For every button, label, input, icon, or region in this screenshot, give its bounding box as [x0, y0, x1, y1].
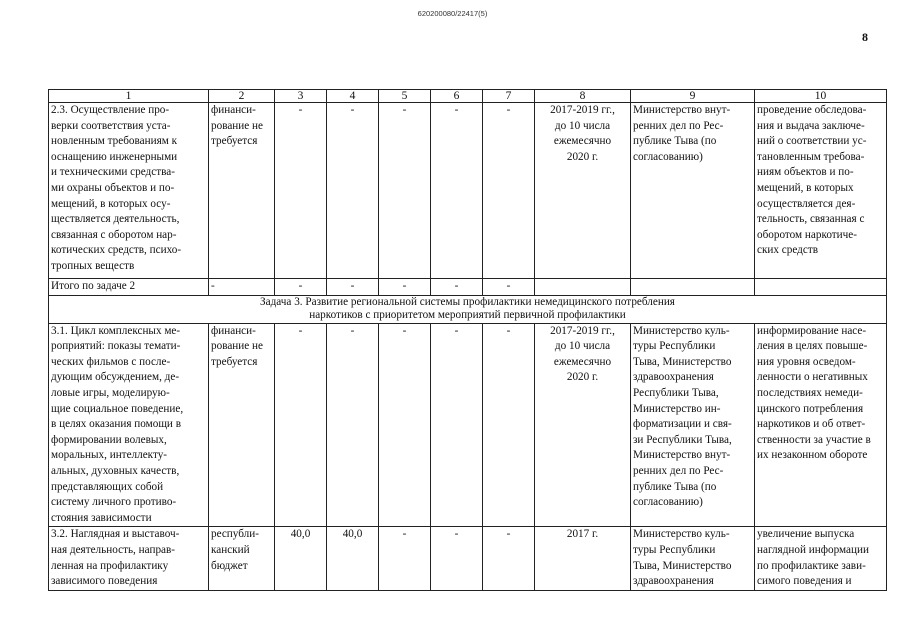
- column-header: 2: [209, 90, 275, 103]
- table-row-total: [49, 279, 887, 296]
- expected-results: увеличение выпуска наглядной информации по профилактике зави- симого поведения и: [755, 527, 887, 590]
- amount-cell: -: [483, 527, 535, 590]
- expected-results: информирование насе- ления в целях повыше- ния уровня осведом- ленности о негативных последствиях немеди- цинского потребления наркотиков и об ответ- ственности за участие в их незаконном обороте: [755, 323, 887, 527]
- amount-cell: -: [379, 279, 431, 296]
- amount-cell: -: [379, 103, 431, 279]
- deadline-cell: 2017-2019 гг., до 10 числа ежемесячно 2020 г.: [535, 323, 631, 527]
- amount-cell: -: [209, 279, 275, 296]
- column-header: 6: [431, 90, 483, 103]
- amount-cell: -: [431, 527, 483, 590]
- column-header: 4: [327, 90, 379, 103]
- responsible-executors: Министерство куль- туры Республики Тыва, Министерство здравоохранения Республики Тыва, Министерство ин- форматизации и свя- зи Республики Тыва, Министерство внут- ренних дел по Рес- публике Тыва (по согласованию): [631, 323, 755, 527]
- amount-cell: -: [379, 527, 431, 590]
- responsible-executors: Министерство куль- туры Республики Тыва, Министерство здравоохранения: [631, 527, 755, 590]
- activity-description: 3.2. Наглядная и выставоч- ная деятельность, направ- ленная на профилактику зависимого поведения: [49, 527, 209, 590]
- amount-cell: -: [431, 323, 483, 527]
- table-row: [49, 527, 887, 590]
- column-header: 3: [275, 90, 327, 103]
- amount-cell: -: [275, 279, 327, 296]
- expected-results: проведение обследова- ния и выдача заключе- ний о соответствии ус- тановленным требова- ниям объектов и по- мещений, в которых осуществляется дея- тельность, связанная с оборотом наркотиче- ских средств: [755, 103, 887, 279]
- program-activities-table: [48, 89, 887, 591]
- funding-source: финанси- рование не требуется: [209, 323, 275, 527]
- amount-cell: -: [379, 323, 431, 527]
- empty-cell: [631, 279, 755, 296]
- amount-cell: -: [327, 103, 379, 279]
- task-heading: Задача 3. Развитие региональной системы профилактики немедицинского потребления наркотиков с приоритетом мероприятий первичной профилактики: [49, 295, 887, 323]
- table-row: [49, 323, 887, 527]
- column-header: 5: [379, 90, 431, 103]
- amount-cell: -: [483, 103, 535, 279]
- column-number-row: [49, 90, 887, 103]
- deadline-cell: 2017 г.: [535, 527, 631, 590]
- total-label: Итого по задаче 2: [49, 279, 209, 296]
- empty-cell: [535, 279, 631, 296]
- amount-cell: -: [431, 279, 483, 296]
- amount-cell: -: [431, 103, 483, 279]
- amount-cell: -: [483, 279, 535, 296]
- empty-cell: [755, 279, 887, 296]
- page-number: 8: [862, 30, 868, 44]
- funding-source: финанси- рование не требуется: [209, 103, 275, 279]
- amount-cell: -: [483, 323, 535, 527]
- funding-source: республи- канский бюджет: [209, 527, 275, 590]
- column-header: 10: [755, 90, 887, 103]
- column-header: 7: [483, 90, 535, 103]
- amount-cell: 40,0: [275, 527, 327, 590]
- document-code: 620200080/22417(5): [417, 9, 488, 18]
- table-row: [49, 103, 887, 279]
- amount-cell: -: [275, 323, 327, 527]
- task-heading-row: [49, 295, 887, 323]
- amount-cell: 40,0: [327, 527, 379, 590]
- amount-cell: -: [275, 103, 327, 279]
- deadline-cell: 2017-2019 гг., до 10 числа ежемесячно 2020 г.: [535, 103, 631, 279]
- column-header: 1: [49, 90, 209, 103]
- activity-description: 2.3. Осуществление про- верки соответствия уста- новленным требованиям к оснащению инженерными и техническими средства- ми охраны объектов и по- мещений, в которых осу- ществляется деятельность, связанная с оборотом нар- котических средств, психо- тропных веществ: [49, 103, 209, 279]
- amount-cell: -: [327, 323, 379, 527]
- column-header: 8: [535, 90, 631, 103]
- responsible-executors: Министерство внут- ренних дел по Рес- публике Тыва (по согласованию): [631, 103, 755, 279]
- amount-cell: -: [327, 279, 379, 296]
- activity-description: 3.1. Цикл комплексных ме- роприятий: показы темати- ческих фильмов с после- дующим обсуждением, де- ловые игры, моделирую- щие социальное поведение, в целях оказания помощи в формировании волевых, моральных, интеллекту- альных, духовных качеств, представляющих собой систему личного противо- стояния зависимости: [49, 323, 209, 527]
- column-header: 9: [631, 90, 755, 103]
